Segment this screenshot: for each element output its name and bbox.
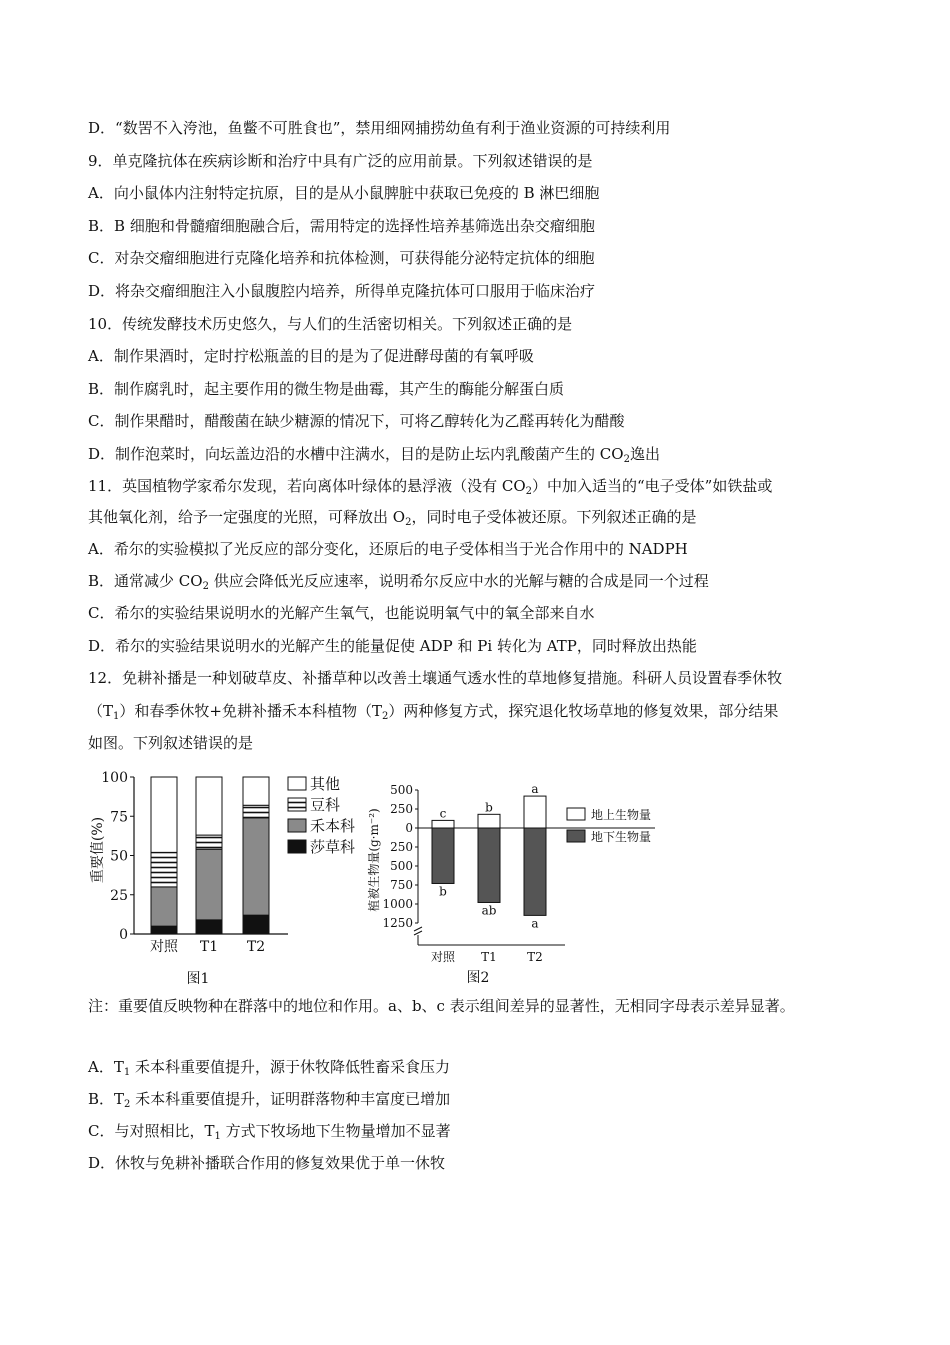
q9-option-d: D．将杂交瘤细胞注入小鼠腹腔内培养，所得单克隆抗体可口服用于临床治疗 bbox=[88, 282, 596, 300]
q12-option-a: A．$T_1$ 禾本科重要值提升，源于休牧降低牲畜采食压力 bbox=[88, 1058, 450, 1078]
fig2-x-tick-label: T2 bbox=[527, 950, 543, 964]
fig2-bar bbox=[432, 828, 454, 883]
fig2-y-tick-label: 500 bbox=[390, 783, 413, 797]
q9-stem: 9．单克隆抗体在疾病诊断和治疗中具有广泛的应用前景。下列叙述错误的是 bbox=[88, 152, 593, 170]
q11-stem-line1: 11．英国植物学家希尔发现，若向离体叶绿体的悬浮液（没有 $CO_2$）中加入适当的“电子受体”如铁盐或 bbox=[88, 477, 773, 497]
fig2-x-tick-label: T1 bbox=[481, 950, 497, 964]
q11-stem-line2: 其他氧化剂，给予一定强度的光照，可释放出 $O_2$，同时电子受体被还原。下列叙述正确的是 bbox=[88, 508, 697, 528]
fig1-legend-swatch bbox=[288, 819, 306, 832]
fig1-legend-label: 其他 bbox=[310, 775, 341, 793]
fig2-y-tick-label: 250 bbox=[390, 802, 413, 816]
q10-option-b: B．制作腐乳时，起主要作用的微生物是曲霉，其产生的酶能分解蛋白质 bbox=[88, 380, 565, 398]
fig1-y-tick-label: 25 bbox=[110, 887, 128, 904]
fig1-bar-segment bbox=[243, 805, 269, 818]
fig1-bar-segment bbox=[243, 777, 269, 805]
fig2-bar bbox=[478, 814, 500, 828]
q11-option-b: B．通常减少 $CO_2$ 供应会降低光反应速率，说明希尔反应中水的光解与糖的合成是同一个过程 bbox=[88, 572, 709, 592]
fig1-bar-segment bbox=[196, 777, 222, 835]
fig1-y-axis-label: 重要值(%) bbox=[90, 816, 106, 884]
q10-option-a: A．制作果酒时，定时拧松瓶盖的目的是为了促进酵母菌的有氧呼吸 bbox=[88, 347, 534, 365]
fig1-bar-segment bbox=[151, 852, 177, 887]
fig2-title: 图2 bbox=[466, 970, 490, 986]
fig2-bar bbox=[478, 828, 500, 902]
fig1-x-tick-label: T1 bbox=[199, 939, 219, 955]
fig2-axis-break bbox=[414, 927, 422, 931]
fig2-legend-label: 地上生物量 bbox=[591, 808, 652, 822]
fig1-x-tick-label: T2 bbox=[246, 939, 266, 955]
q12-option-c: C．与对照相比，$T_1$ 方式下牧场地下生物量增加不显著 bbox=[88, 1122, 451, 1142]
q9-option-b: B．B 细胞和骨髓瘤细胞融合后，需用特定的选择性培养基筛选出杂交瘤细胞 bbox=[88, 217, 595, 235]
fig2-bar bbox=[524, 796, 546, 828]
fig1-y-tick-label: 50 bbox=[110, 848, 128, 865]
fig2-x-tick-label: 对照 bbox=[430, 950, 456, 964]
q10-stem: 10．传统发酵技术历史悠久，与人们的生活密切相关。下列叙述正确的是 bbox=[88, 315, 573, 333]
fig2-y-tick-label: 1000 bbox=[382, 897, 413, 911]
q12-stem-line3: 如图。下列叙述错误的是 bbox=[88, 734, 254, 752]
figure-1-stacked-bar-chart bbox=[88, 765, 358, 990]
fig2-axis-break bbox=[414, 931, 422, 935]
q12-option-d: D．休牧与免耕补播联合作用的修复效果优于单一休牧 bbox=[88, 1154, 446, 1172]
q11-option-d: D．希尔的实验结果说明水的光解产生的能量促使 ADP 和 Pi 转化为 ATP，同时释放出热能 bbox=[88, 637, 697, 655]
fig2-bar bbox=[432, 820, 454, 828]
fig1-legend bbox=[288, 775, 355, 856]
fig2-bar bbox=[524, 828, 546, 915]
fig2-y-tick-label: 500 bbox=[390, 859, 413, 873]
q12-option-b: B．$T_2$ 禾本科重要值提升，证明群落物种丰富度已增加 bbox=[88, 1090, 451, 1110]
q11-option-c: C．希尔的实验结果说明水的光解产生氧气，也能说明氧气中的氧全部来自水 bbox=[88, 604, 595, 622]
q11-option-a: A．希尔的实验模拟了光反应的部分变化，还原后的电子受体相当于光合作用中的 NADPH bbox=[88, 540, 688, 558]
fig2-y-tick-label: 750 bbox=[390, 878, 413, 892]
fig1-bar-segment bbox=[196, 920, 222, 934]
q9-option-a: A．向小鼠体内注射特定抗原，目的是从小鼠脾脏中获取已免疫的 B 淋巴细胞 bbox=[88, 184, 600, 202]
fig1-bar-segment bbox=[196, 835, 222, 849]
q10-option-c: C．制作果醋时，醋酸菌在缺少糖源的情况下，可将乙醇转化为乙醛再转化为醋酸 bbox=[88, 412, 625, 430]
fig2-significance-label: a bbox=[531, 916, 539, 931]
fig1-legend-label: 禾本科 bbox=[310, 817, 356, 835]
fig1-bar-segment bbox=[151, 926, 177, 934]
fig1-y-tick-label: 0 bbox=[119, 927, 128, 943]
figure-2-bar-chart bbox=[367, 768, 685, 990]
q9-option-c: C．对杂交瘤细胞进行克隆化培养和抗体检测，可获得能分泌特定抗体的细胞 bbox=[88, 249, 595, 267]
q12-stem-line2: $(T_1)$和春季休牧+免耕补播禾本科植物$(T_2)$两种修复方式，探究退化牧场草地的修复效果，部分结果 bbox=[88, 702, 779, 722]
fig2-y-tick-label: 1250 bbox=[382, 916, 413, 930]
figure-note: 注：重要值反映物种在群落中的地位和作用。a、b、c 表示组间差异的显著性，无相同字母表示差异显著。 bbox=[88, 997, 795, 1015]
fig1-title: 图1 bbox=[186, 971, 210, 987]
fig2-significance-label: a bbox=[531, 782, 539, 797]
fig1-legend-label: 豆科 bbox=[310, 796, 341, 814]
fig1-bar-segment bbox=[243, 915, 269, 934]
fig2-bars bbox=[431, 782, 546, 964]
fig1-legend-swatch bbox=[288, 777, 306, 790]
q10-option-d: D．制作泡菜时，向坛盖边沿的水槽中注满水，目的是防止坛内乳酸菌产生的 $CO_2$逸出 bbox=[88, 445, 660, 465]
q8-option-d: D．“数罟不入洿池，鱼鳖不可胜食也”，禁用细网捕捞幼鱼有利于渔业资源的可持续利用 bbox=[88, 119, 671, 137]
fig2-legend bbox=[567, 807, 651, 844]
fig2-legend-swatch bbox=[567, 830, 585, 842]
fig1-legend-label: 莎草科 bbox=[310, 838, 356, 856]
fig1-bar-segment bbox=[151, 887, 177, 926]
fig1-y-tick-label: 100 bbox=[101, 770, 128, 786]
fig2-y-axis-label: 植被生物量(g·m⁻²) bbox=[367, 808, 381, 912]
fig2-significance-label: b bbox=[485, 800, 493, 815]
fig2-legend-swatch bbox=[567, 808, 585, 820]
fig2-significance-label: c bbox=[439, 806, 447, 821]
fig1-y-tick-label: 75 bbox=[110, 809, 128, 826]
fig2-significance-label: ab bbox=[481, 903, 497, 918]
fig1-bar-segment bbox=[196, 849, 222, 920]
fig1-legend-swatch bbox=[288, 840, 306, 853]
fig1-legend-swatch bbox=[288, 798, 306, 811]
fig1-bar-segment bbox=[151, 777, 177, 852]
q12-stem-line1: 12．免耕补播是一种划破草皮、补播草种以改善土壤通气透水性的草地修复措施。科研人员设置春季休牧 bbox=[88, 669, 783, 687]
fig2-y-tick-label: 250 bbox=[390, 840, 413, 854]
fig2-legend-label: 地下生物量 bbox=[591, 830, 652, 844]
fig2-y-tick-label: 0 bbox=[405, 821, 413, 835]
fig1-bar-segment bbox=[243, 818, 269, 915]
fig1-x-tick-label: 对照 bbox=[150, 939, 178, 955]
fig1-bars bbox=[150, 777, 269, 955]
fig2-significance-label: b bbox=[439, 884, 447, 899]
